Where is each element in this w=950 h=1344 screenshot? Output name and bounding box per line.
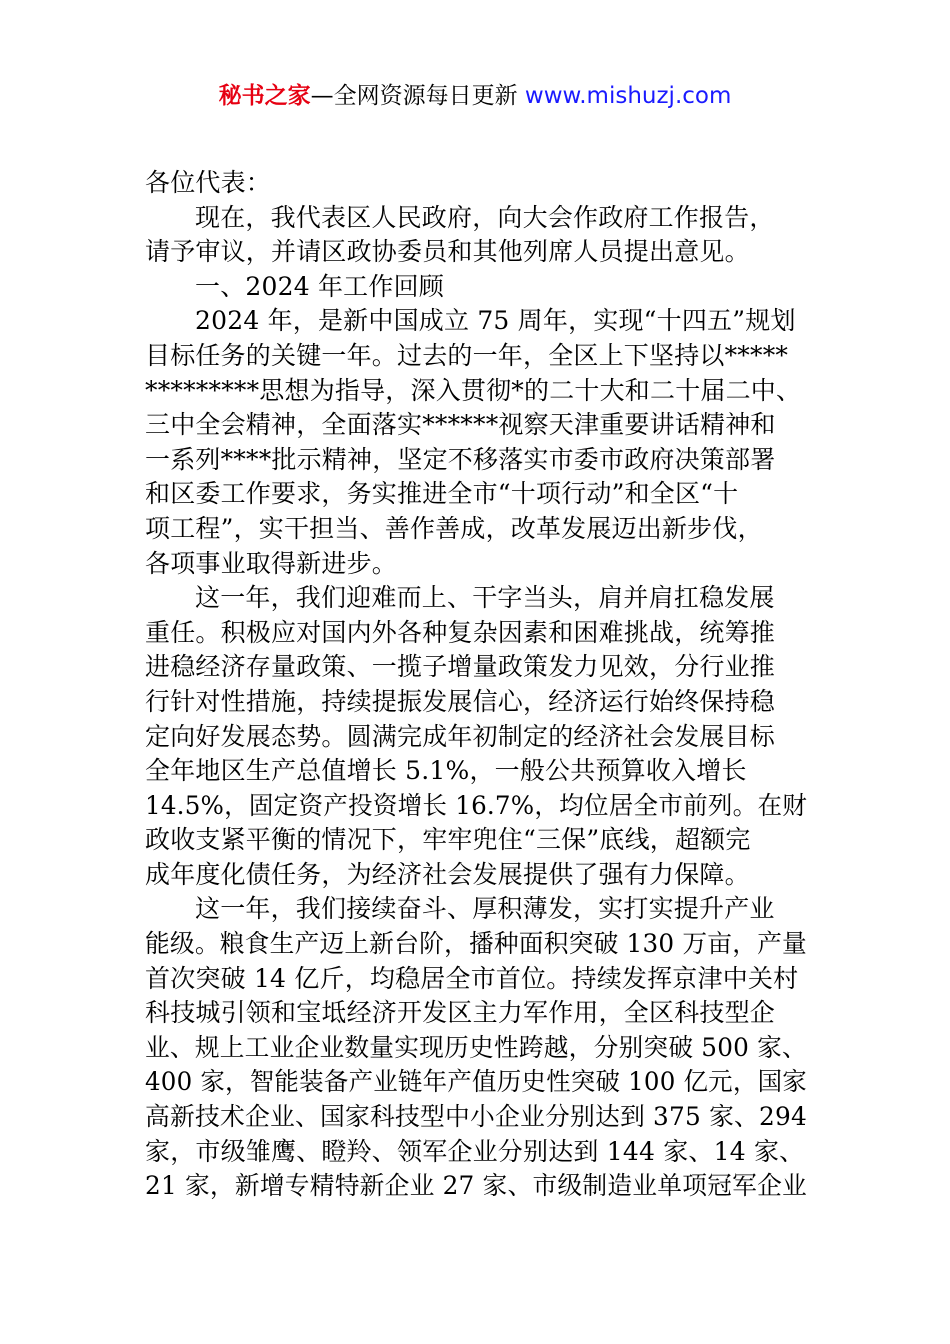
document-line: 进稳经济存量政策、一揽子增量政策发力见效，分行业推 — [145, 652, 776, 682]
site-name: 秘书之家 — [218, 83, 311, 109]
site-tagline: —全网资源每日更新 — [310, 83, 518, 109]
site-url-link[interactable]: www.mishuzj.com — [524, 83, 732, 109]
document-line: 和区委工作要求，务实推进全市“十项行动”和全区“十 — [145, 479, 739, 509]
document-line: 首次突破 14 亿斤，均稳居全市首位。持续发挥京津中关村 — [145, 963, 799, 993]
document-line: 全年地区生产总值增长 5.1%，一般公共预算收入增长 — [145, 756, 747, 786]
document-line: 现在，我代表区人民政府，向大会作政府工作报告， — [195, 202, 775, 232]
document-line: 2024 年，是新中国成立 75 周年，实现“十四五”规划 — [195, 306, 796, 336]
document-line: 能级。粮食生产迈上新台阶，播种面积突破 130 万亩，产量 — [145, 929, 807, 959]
document-line: 400 家，智能装备产业链年产值历史性突破 100 亿元，国家 — [145, 1067, 807, 1097]
document-line: *********思想为指导，深入贯彻*的二十大和二十届二中、 — [145, 375, 802, 405]
document-line: 这一年，我们迎难而上、干字当头，肩并肩扛稳发展 — [195, 583, 775, 613]
document-line: 政收支紧平衡的情况下，牢牢兜住“三保”底线，超额完 — [145, 825, 751, 855]
document-line: 14.5%，固定资产投资增长 16.7%，均位居全市前列。在财 — [145, 790, 808, 820]
document-line: 定向好发展态势。圆满完成年初制定的经济社会发展目标 — [145, 721, 776, 751]
document-line: 请予审议，并请区政协委员和其他列席人员提出意见。 — [145, 237, 750, 267]
document-line: 一、2024 年工作回顾 — [195, 271, 444, 301]
document-line: 一系列****批示精神，坚定不移落实市委市政府决策部署 — [145, 444, 776, 474]
document-line: 业、规上工业企业数量实现历史性跨越，分别突破 500 家、 — [145, 1032, 807, 1062]
document-line: 各位代表： — [145, 168, 272, 197]
document-line: 重任。积极应对国内外各种复杂因素和困难挑战，统筹推 — [145, 617, 776, 647]
document-line: 成年度化债任务，为经济社会发展提供了强有力保障。 — [145, 859, 750, 889]
document-line: 行针对性措施，持续提振发展信心，经济运行始终保持稳 — [145, 686, 776, 716]
document-line: 三中全会精神，全面落实******视察天津重要讲话精神和 — [145, 410, 776, 440]
document-line: 家，市级雏鹰、瞪羚、领军企业分别达到 144 家、14 家、 — [145, 1136, 805, 1166]
site-header — [0, 80, 950, 112]
document-line: 目标任务的关键一年。过去的一年，全区上下坚持以***** — [145, 340, 789, 370]
document-line: 科技城引领和宝坻经济开发区主力军作用，全区科技型企 — [145, 998, 776, 1028]
document-line: 21 家，新增专精特新企业 27 家、市级制造业单项冠军企业 — [145, 1171, 807, 1201]
document-line: 这一年，我们接续奋斗、厚积薄发，实打实提升产业 — [195, 894, 775, 924]
document-line: 各项事业取得新进步。 — [145, 548, 398, 578]
document-line: 项工程”，实干担当、善作善成，改革发展迈出新步伐， — [145, 513, 763, 543]
document-body — [145, 166, 807, 1204]
document-line: 高新技术企业、国家科技型中小企业分别达到 375 家、294 — [145, 1102, 808, 1132]
